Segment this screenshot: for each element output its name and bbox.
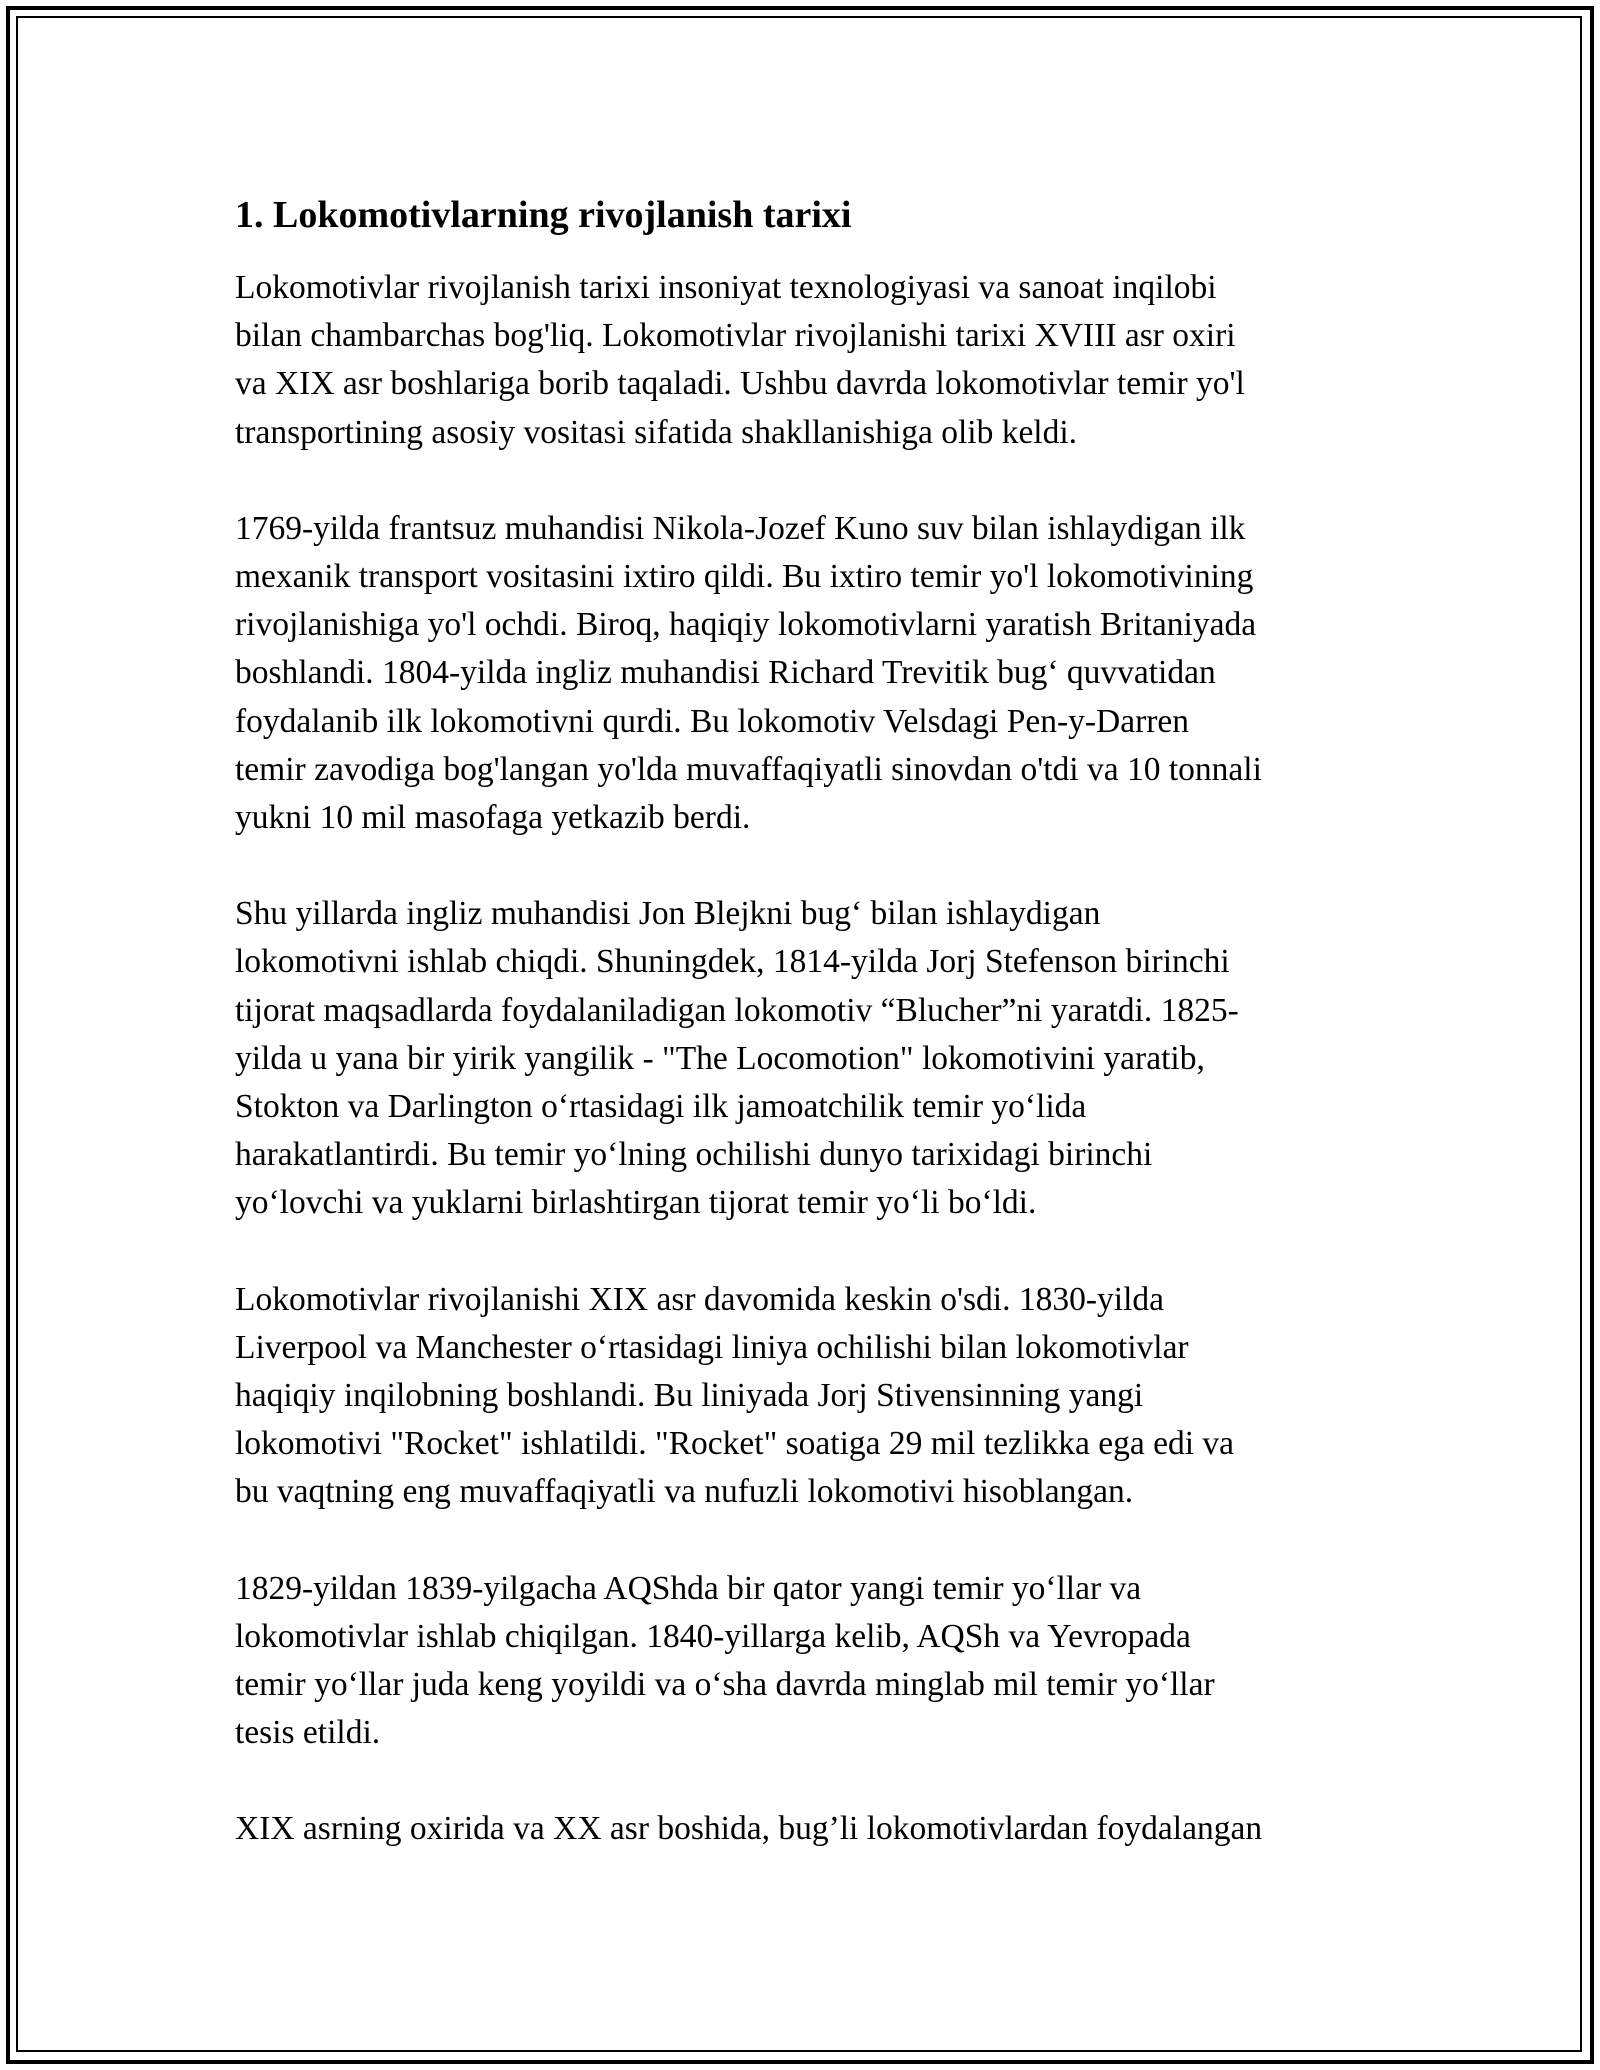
text-line: Shu yillarda ingliz muhandisi Jon Blejkni bug‘ bilan ishlaydigan — [235, 895, 1101, 933]
text-line: 1829-yildan 1839-yilgacha AQShda bir qator yangi temir yo‘llar va — [235, 1569, 1142, 1607]
paragraph-late-xix — [235, 1805, 1385, 1853]
text-line: Lokomotivlar rivojlanishi XIX asr davomida keskin o'sdi. 1830-yilda — [235, 1280, 1165, 1318]
text-line: haqiqiy inqilobning boshlandi. Bu liniyada Jorj Stivensinning yangi — [235, 1377, 1144, 1415]
text-line: yilda u yana bir yirik yangilik - "The Locomotion" lokomotivini yaratib, — [235, 1039, 1205, 1077]
text-line: boshlandi. 1804-yilda ingliz muhandisi Richard Trevitik bug‘ quvvatidan — [235, 654, 1216, 692]
section-heading: 1. Lokomotivlarning rivojlanish tarixi — [235, 194, 852, 236]
text-line: yo‘lovchi va yuklarni birlashtirgan tijorat temir yo‘li bo‘ldi. — [235, 1184, 1037, 1222]
document-body — [235, 186, 1385, 1902]
text-line: tesis etildi. — [235, 1714, 381, 1752]
paragraph-xix-century — [235, 1276, 1385, 1517]
paragraph-blejkni — [235, 890, 1385, 1227]
text-line: lokomotivlar ishlab chiqilgan. 1840-yillarga kelib, AQSh va Yevropada — [235, 1617, 1191, 1655]
text-line: mexanik transport vositasini ixtiro qildi. Bu ixtiro temir yo'l lokomotivining — [235, 558, 1254, 596]
text-line: transportining asosiy vositasi sifatida shakllanishiga olib keldi. — [235, 413, 1078, 451]
text-line: XIX asrning oxirida va XX asr boshida, bug’li lokomotivlardan foydalangan — [235, 1810, 1263, 1848]
text-line: foydalanib ilk lokomotivni qurdi. Bu lokomotiv Velsdagi Pen-y-Darren — [235, 702, 1190, 740]
text-line: Liverpool va Manchester o‘rtasidagi liniya ochilishi bilan lokomotivlar — [235, 1328, 1189, 1366]
text-line: Stokton va Darlington o‘rtasidagi ilk jamoatchilik temir yo‘lida — [235, 1088, 1087, 1126]
text-line: tijorat maqsadlarda foydalaniladigan lokomotiv “Blucher”ni yaratdi. 1825- — [235, 991, 1239, 1029]
text-line: bilan chambarchas bog'liq. Lokomotivlar rivojlanishi tarixi XVIII asr oxiri — [235, 317, 1236, 355]
text-line: yukni 10 mil masofaga yetkazib berdi. — [235, 799, 751, 837]
text-line: va XIX asr boshlariga borib taqaladi. Ushbu davrda lokomotivlar temir yo'l — [235, 365, 1245, 403]
paragraph-intro — [235, 264, 1385, 457]
text-line: harakatlantirdi. Bu temir yo‘lning ochilishi dunyo tarixidagi birinchi — [235, 1136, 1153, 1174]
text-line: 1769-yilda frantsuz muhandisi Nikola-Jozef Kuno suv bilan ishlaydigan ilk — [235, 509, 1246, 547]
text-line: Lokomotivlar rivojlanish tarixi insoniyat texnologiyasi va sanoat inqilobi — [235, 269, 1217, 306]
paragraph-1769 — [235, 505, 1385, 842]
text-line: rivojlanishiga yo'l ochdi. Biroq, haqiqiy lokomotivlarni yaratish Britaniyada — [235, 606, 1257, 644]
paragraph-usa — [235, 1565, 1385, 1758]
text-line: temir zavodiga bog'langan yo'lda muvaffaqiyatli sinovdan o'tdi va 10 tonnali — [235, 750, 1262, 788]
text-line: bu vaqtning eng muvaffaqiyatli va nufuzli lokomotivi hisoblangan. — [235, 1473, 1134, 1511]
text-line: temir yo‘llar juda keng yoyildi va o‘sha davrda minglab mil temir yo‘llar — [235, 1666, 1215, 1704]
text-line: lokomotivni ishlab chiqdi. Shuningdek, 1814-yilda Jorj Stefenson birinchi — [235, 943, 1230, 981]
text-line: lokomotivi "Rocket" ishlatildi. "Rocket" soatiga 29 mil tezlikka ega edi va — [235, 1425, 1235, 1463]
